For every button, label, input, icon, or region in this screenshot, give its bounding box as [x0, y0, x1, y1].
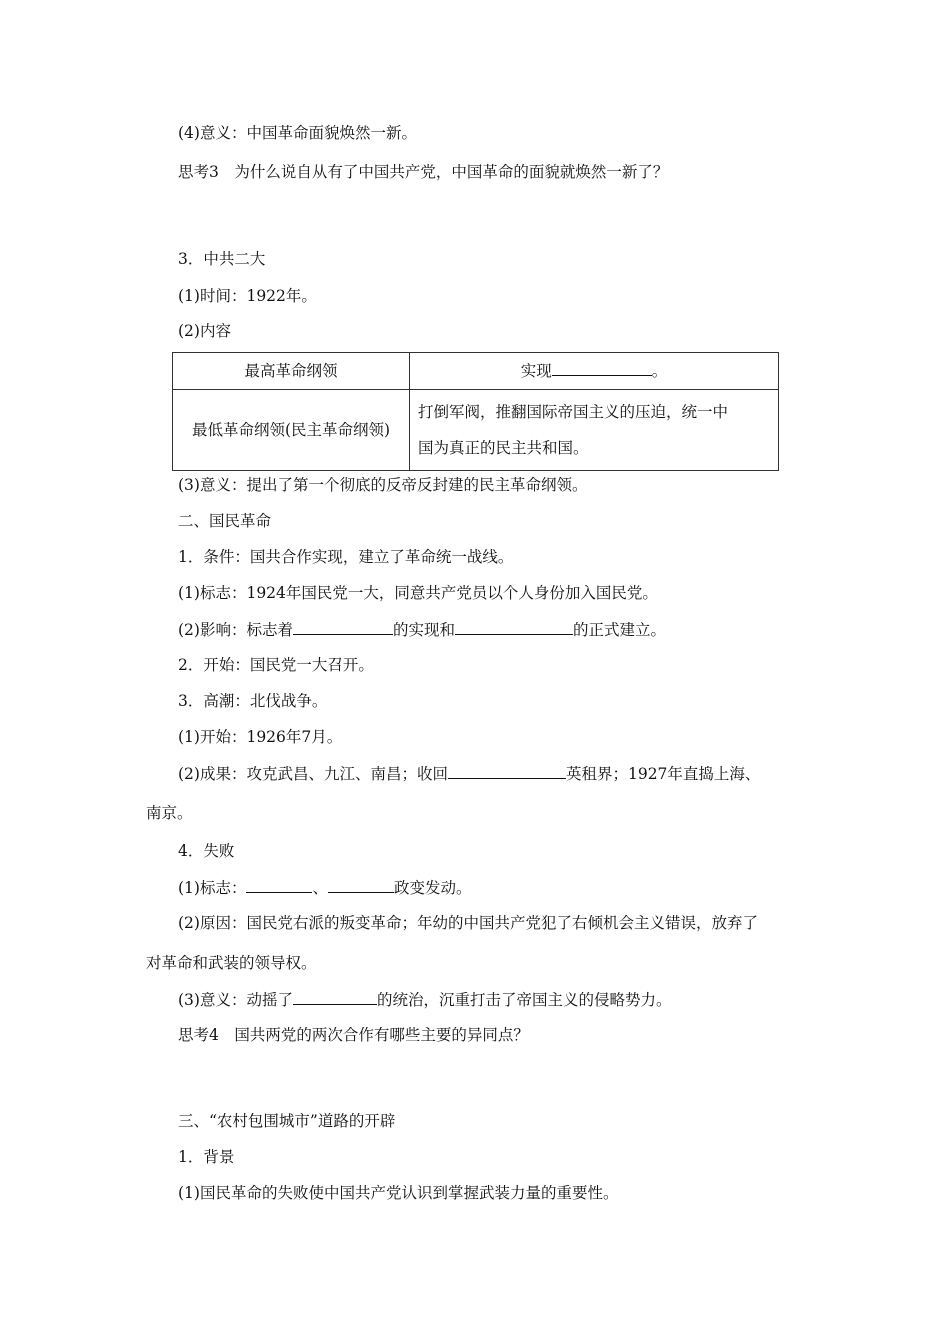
text-line: (4)意义：中国革命面貌焕然一新。 — [178, 124, 417, 142]
section-heading: 3．中共二大 — [178, 250, 266, 268]
section-heading: 三、“农村包围城市”道路的开辟 — [178, 1112, 396, 1130]
text-line: (1)国民革命的失败使中国共产党认识到掌握武装力量的重要性。 — [178, 1184, 619, 1202]
program-table — [172, 352, 779, 471]
table-cell-label: 最低革命纲领(民主革命纲领) — [173, 390, 410, 471]
text-segment: (1)标志： — [178, 879, 247, 897]
table-row — [173, 353, 779, 390]
table-row — [173, 390, 779, 471]
text-line: (3)意义：提出了第一个彻底的反帝反封建的民主革命纲领。 — [178, 476, 588, 494]
text-line-with-blanks — [178, 618, 666, 641]
text-line: (2)内容 — [178, 322, 231, 340]
section-heading: 二、国民革命 — [178, 512, 272, 530]
fill-blank[interactable] — [552, 359, 652, 376]
table-cell-value — [410, 390, 779, 471]
question-3: 思考3 为什么说自从有了中国共产党，中国革命的面貌就焕然一新了？ — [178, 163, 669, 181]
text-segment: (2)影响：标志着 — [178, 621, 293, 639]
fill-blank[interactable] — [455, 618, 573, 635]
text-line: (1)开始：1926年7月。 — [178, 728, 343, 746]
text-line: (1)标志：1924年国民党一大，同意共产党员以个人身份加入国民党。 — [178, 584, 658, 602]
table-cell-value — [410, 353, 779, 390]
text-segment: 的正式建立。 — [572, 621, 666, 639]
text-segment: (3)意义：动摇了 — [178, 991, 293, 1009]
text-line: 1．条件：国共合作实现，建立了革命统一战线。 — [178, 548, 514, 566]
fill-blank[interactable] — [293, 988, 377, 1005]
cell-text: 实现 — [520, 362, 552, 380]
text-line: 南京。 — [146, 804, 193, 822]
cell-text: 打倒军阀，推翻国际帝国主义的压迫，统一中 — [418, 403, 729, 421]
fill-blank[interactable] — [246, 876, 312, 893]
text-segment: 的统治，沉重打击了帝国主义的侵略势力。 — [376, 991, 672, 1009]
text-line: 1．背景 — [178, 1148, 235, 1166]
text-line: (2)原因：国民党右派的叛变革命；年幼的中国共产党犯了右倾机会主义错误，放弃了 — [178, 914, 758, 932]
text-line-with-blanks — [178, 762, 760, 785]
text-line: 2．开始：国民党一大召开。 — [178, 656, 374, 674]
text-segment: 的实现和 — [392, 621, 455, 639]
cell-text: 。 — [651, 362, 668, 380]
text-line: (1)时间：1922年。 — [178, 287, 317, 305]
text-segment: 政变发动。 — [393, 879, 472, 897]
fill-blank[interactable] — [448, 762, 566, 779]
fill-blank[interactable] — [293, 618, 393, 635]
question-4: 思考4 国共两党的两次合作有哪些主要的异同点？ — [178, 1026, 529, 1044]
fill-blank[interactable] — [328, 876, 394, 893]
text-segment: (2)成果：攻克武昌、九江、南昌；收回 — [178, 765, 448, 783]
text-segment: 、 — [312, 879, 328, 897]
text-line-with-blanks — [178, 988, 671, 1011]
section-heading: 4．失败 — [178, 842, 235, 860]
table-cell-label: 最高革命纲领 — [173, 353, 410, 390]
cell-text: 国为真正的民主共和国。 — [418, 439, 589, 457]
text-line-with-blanks — [178, 876, 472, 899]
text-segment: 英租界；1927年直捣上海、 — [565, 765, 761, 783]
text-line: 对革命和武装的领导权。 — [146, 954, 317, 972]
text-line: 3．高潮：北伐战争。 — [178, 692, 328, 710]
